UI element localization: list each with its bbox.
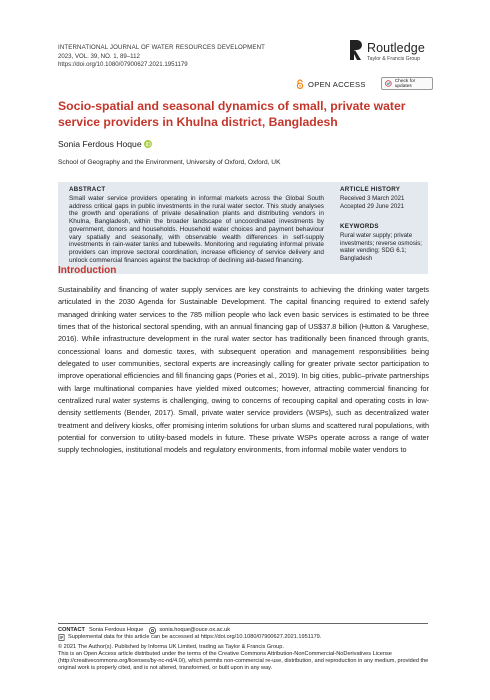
contact-line [58, 627, 430, 634]
email-icon [149, 627, 156, 634]
abstract-text: Small water service providers operating in informal markets across the Global South address critical gaps in public investments in the rural water sector. This study analyses the growth and operations of private desalination plants and distributing vendors in Khulna, Bangladesh, within the broader landscape of uncoordinated investments by government, donors and households. Household water choices and payment behaviour vary spatially and seasonally, with observable wealth differences in self-supply investments in rain-water tanks and tubewells. Monitoring and regulating informal private providers can improve sectoral coordination, increase efficiency of service delivery and unlock commercial finances against the backdrop of declining aid-based financing. [69, 195, 324, 264]
journal-header [58, 44, 318, 70]
supplemental-data-icon [58, 634, 65, 641]
publisher-name: Routledge [367, 41, 425, 55]
copyright-notice: © 2021 The Author(s). Published by Informa UK Limited, trading as Taylor & Francis Group. [58, 644, 284, 650]
open-access-label: OPEN ACCESS [308, 79, 366, 89]
abstract-heading: ABSTRACT [69, 186, 106, 193]
routledge-logo-icon [349, 39, 363, 61]
introduction-paragraph: Sustainability and financing of water supply services are key constraints to achieving the drinking water targets articulated in the 2030 Agenda for Sustainable Development. The capital financing required to extend safely managed drinking water services to the 785 million people who lack even basic services is estimated to be three times that of the historical sectoral spending, with an annual financing gap of US$37.8 billion (Hutton & Varughese, 2016). While infrastructure development in the rural water sector has traditionally been financed through grants, concessional loans and domestic taxes, with subsequent operation and management responsibilities being delegated to user communities, sectoral experts are increasingly calling for greater private sector participation to improve operational efficiencies and fill financing gaps (Pories et al., 2019). In big cities, public–private partnerships with large multinational companies have yielded mixed outcomes; however, attracting commercial financing for centralized rural water systems is challenging, owing to concerns of recouping capital and operating costs in low-density settlements (Bender, 2017). Small, private water service providers (WSPs), such as decentralized water treatment and delivery kiosks, offer promising interim solutions for urban slums and scattered rural populations, with potential for conversion to utility-based models in future. These private WSPs operate across a range of water supply technologies, institutional models and regulatory environments, from informal mobile water vendors to [58, 285, 429, 455]
check-updates-button[interactable] [381, 77, 433, 90]
check-updates-icon [385, 80, 392, 87]
author-name[interactable]: Sonia Ferdous Hoque [58, 139, 142, 149]
accepted-date: Accepted 29 June 2021 [340, 202, 405, 210]
open-access-badge [296, 78, 366, 90]
contact-label: CONTACT [58, 627, 85, 634]
keywords-list: Rural water supply; private investments; reverse osmosis; water vending; SDG 6.1; Bangladesh [340, 232, 422, 262]
author-affiliation: School of Geography and the Environment, University of Oxford, Oxford, UK [58, 159, 281, 166]
article-title: Socio-spatial and seasonal dynamics of small, private water service providers in Khulna district, Bangladesh [58, 99, 406, 129]
received-date: Received 3 March 2021 [340, 195, 405, 202]
article-footer [58, 627, 430, 672]
journal-volume: 2023, VOL. 39, NO. 1, 89–112 [58, 52, 140, 60]
orcid-icon[interactable] [144, 140, 152, 148]
supplemental-data-link[interactable]: Supplemental data for this article can be accessed at https://doi.org/10.1080/07900627.2021.1951179. [68, 634, 322, 641]
section-heading-introduction: Introduction [58, 265, 117, 276]
publisher-logo[interactable] [349, 38, 449, 64]
article-history-heading: ARTICLE HISTORY [340, 186, 401, 193]
introduction-body [58, 284, 429, 458]
check-updates-label: Check for updates [394, 78, 416, 89]
contact-name: Sonia Ferdous Hoque [88, 627, 144, 634]
footnote-divider [58, 623, 428, 624]
keywords-heading: KEYWORDS [340, 223, 379, 230]
publisher-group: Taylor & Francis Group [367, 56, 421, 62]
supplemental-line [58, 634, 430, 641]
journal-name: INTERNATIONAL JOURNAL OF WATER RESOURCES DEVELOPMENT [58, 44, 265, 51]
author-line [58, 139, 152, 149]
article-history [340, 195, 404, 210]
license-notice: This is an Open Access article distributed under the terms of the Creative Commons Attribution-NonCommercial-NoDerivatives License (http://creativecommons.org/licenses/by-nc-nd/4.0/), which permits non-commercial re-use, distribution, and reproduction in any medium, provided the original work is properly cited, and is not altered, transformed, or built upon in any way. [58, 650, 429, 671]
contact-email-link[interactable]: sonia.hoque@ouce.ox.ac.uk [159, 627, 231, 634]
open-access-lock-icon [296, 79, 304, 89]
journal-doi-link[interactable]: https://doi.org/10.1080/07900627.2021.1951179 [58, 61, 188, 69]
